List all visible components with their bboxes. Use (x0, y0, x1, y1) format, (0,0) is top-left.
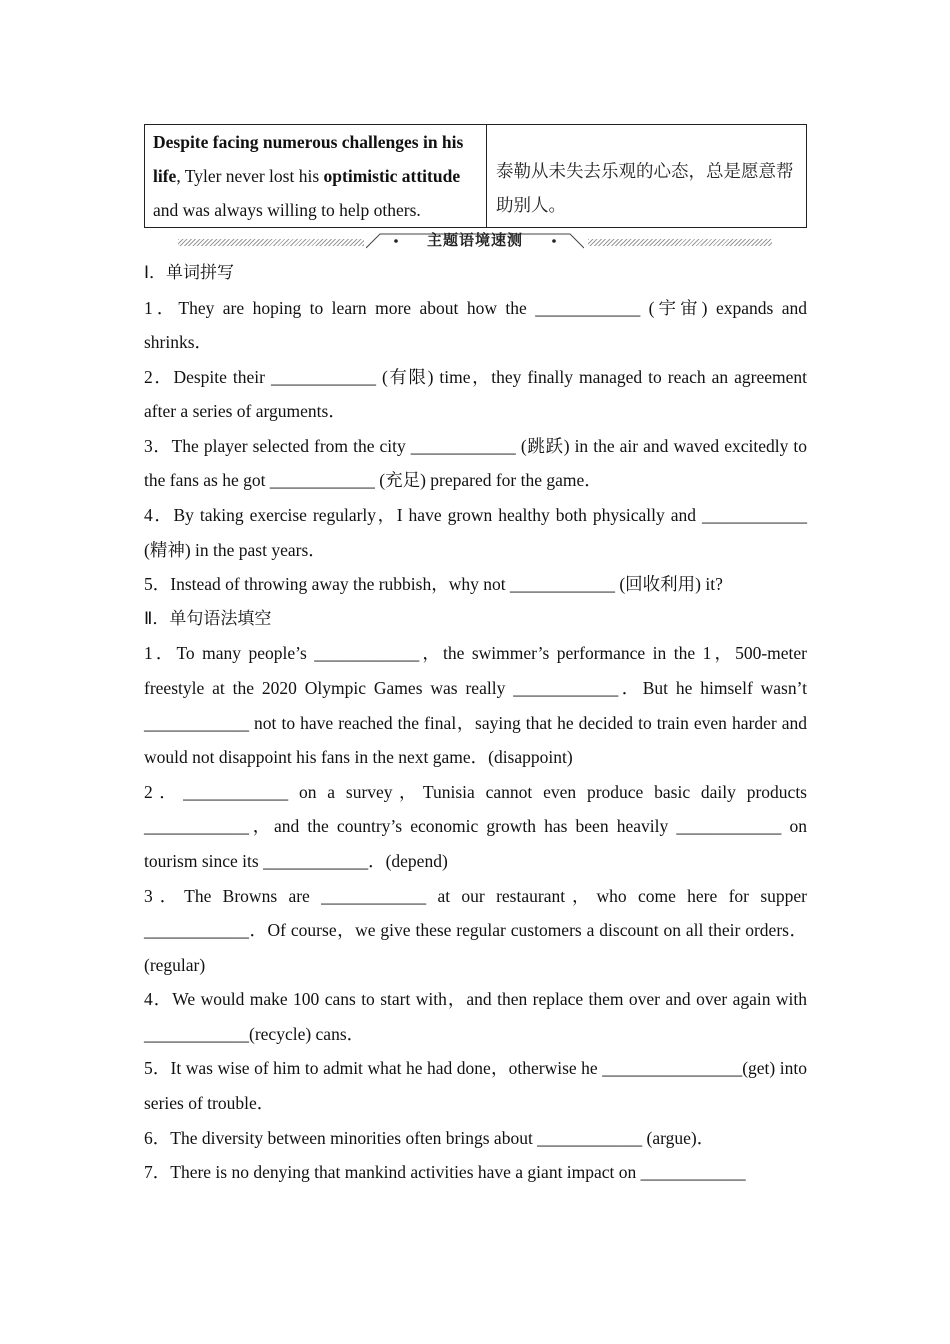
spelling-question-2: 2．Despite their ____________ (有限) time，they finally managed to reach an agreement after a series of arguments． (144, 366, 807, 422)
banner-hatch-right (588, 239, 772, 246)
banner-title: 主题语境速测 (426, 231, 523, 249)
section-heading-grammar: Ⅱ．单句语法填空 (144, 608, 272, 629)
grammar-question-3: 3．The Browns are ____________ at our restaurant，who come here for supper ____________．Of course，we give these regular customers a discount on all their orders．(regular) (144, 885, 807, 975)
banner-label-box (366, 228, 584, 254)
grammar-question-6: 6．The diversity between minorities often brings about ____________ (argue)． (144, 1127, 715, 1148)
worksheet-page (144, 124, 807, 1190)
section-banner (144, 228, 807, 256)
example-sentence-table (144, 124, 807, 228)
grammar-question-1: 1．To many people’s ____________，the swimmer’s performance in the 1，500-meter freestyle at the 2020 Olympic Games was really ____________．But he himself wasn’t ____________ not to have reached the final，saying that he decided to train even harder and would not disappoint his fans in the next game．(disappoint) (144, 643, 807, 768)
grammar-question-5: 5．It was wise of him to admit what he had done，otherwise he ________________(get) into series of trouble． (144, 1058, 807, 1114)
spelling-question-5: 5．Instead of throwing away the rubbish，why not ____________ (回收利用) it? (144, 574, 723, 595)
sentence-text-1: , Tyler never lost his (176, 166, 324, 186)
grammar-question-2: 2．____________ on a survey，Tunisia cannot even produce basic daily products ____________，and the country’s economic growth has been heavily ____________ on tourism since its ____________．(depend) (144, 781, 807, 871)
bold-phrase-attitude: optimistic attitude (323, 166, 461, 186)
section-heading-spelling: Ⅰ．单词拼写 (144, 263, 235, 283)
spelling-question-1: 1．They are hoping to learn more about how the ____________ (宇宙) expands and shrinks． (144, 297, 807, 353)
grammar-question-7: 7．There is no denying that mankind activities have a giant impact on ____________ (144, 1162, 746, 1183)
bold-phrase-challenges: Despite facing numerous challenges in his life (153, 132, 464, 186)
spelling-question-3: 3．The player selected from the city ____________ (跳跃) in the air and waved excitedly to the fans as he got ____________ (充足) prepared for the game． (144, 435, 807, 491)
sentence-text-2: and was always willing to help others. (153, 200, 421, 220)
spelling-question-4: 4．By taking exercise regularly，I have grown healthy both physically and ____________ (精神) in the past years． (144, 505, 807, 560)
english-sentence-cell (145, 125, 487, 228)
grammar-question-4: 4．We would make 100 cans to start with，and then replace them over and over again with ____________(recycle) cans． (144, 989, 807, 1044)
chinese-translation-cell: 泰勒从未失去乐观的心态，总是愿意帮助别人。 (487, 125, 807, 228)
banner-hatch-left (178, 239, 364, 246)
example-row (145, 125, 807, 228)
